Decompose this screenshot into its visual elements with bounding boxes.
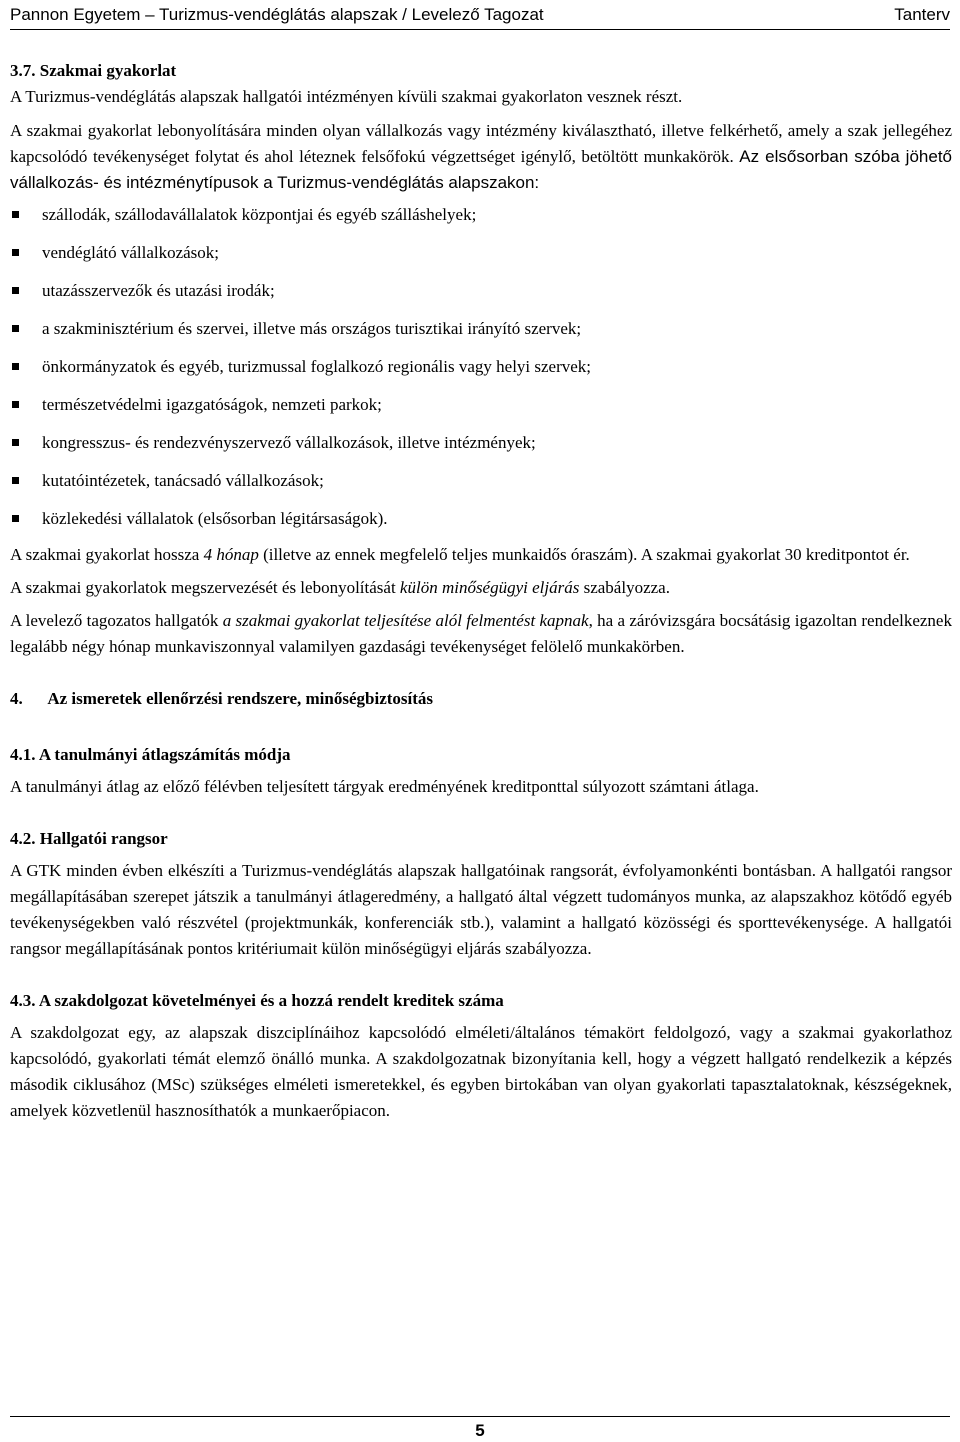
square-bullet-icon [12,515,19,522]
section-number: 4.2. [10,829,36,848]
list-item-text: kongresszus- és rendezvényszervező vállalkozások, illetve intézmények; [42,433,536,452]
paragraph-text: A levelező tagozatos hallgatók [10,611,223,630]
square-bullet-icon [12,401,19,408]
page-header [10,0,950,30]
list-item [10,272,952,310]
section-title: A szakdolgozat követelményei és a hozzá rendelt kreditek száma [38,991,504,1010]
paragraph: A szakdolgozat egy, az alapszak diszciplínáihoz kapcsolódó elméleti/általános témakört feldolgozó, vagy a szakmai gyakorlathoz kapcsolódó, gyakorlati témát elemző önálló munka. A szakdolgozatnak bizonyítania kell, hogy a végzett hallgató rendelkezik a képzés második ciklusához (MSc) szükséges elméleti ismeretekkel, és egyben birtokában van olyan gyakorlati tapasztalatoknak, készségeknek, amelyek közvetlenül hasznosíthatók a munkaerőpiacon. [10,1023,952,1120]
header-section-label: Tanterv [894,5,950,24]
paragraph [10,118,952,196]
list-item [10,500,952,538]
list-item-text: vendéglátó vállalkozások; [42,243,220,262]
section-number: 4.3. [10,991,36,1010]
list-item [10,234,952,272]
square-bullet-icon [12,211,19,218]
header-document-title: Pannon Egyetem – Turizmus-vendéglátás alapszak / Levelező Tagozat [10,5,544,24]
section-number: 4.1. [10,745,36,764]
list-item [10,348,952,386]
list-item-text: utazásszervezők és utazási irodák; [42,281,275,300]
section-heading-4 [10,686,952,712]
list-item-text: természetvédelmi igazgatóságok, nemzeti parkok; [42,395,382,414]
square-bullet-icon [12,249,19,256]
paragraph-text: , ha a záróvizsgára bocsátásig igazoltan rendelkeznek legalább négy hónap munkaviszonnyal valamilyen gazdasági tevékenységet felölelő munkakörben. [10,611,952,656]
list-item-text: közlekedési vállalatok (elsősorban légitársaságok). [42,509,388,528]
paragraph [10,542,952,568]
paragraph-text: (illetve az ennek megfelelő teljes munkaidős óraszám). A szakmai gyakorlat 30 kreditpontot ér. [258,545,910,564]
paragraph-text: szabályozza. [579,578,670,597]
section-number: 3.7. [10,61,36,80]
paragraph-text: A szakmai gyakorlatok megszervezését és lebonyolítását [10,578,400,597]
footer-divider [10,1416,950,1417]
page-number: 5 [475,1421,485,1440]
list-item [10,196,952,234]
list-item-text: a szakminisztérium és szervei, illetve más országos turisztikai irányító szervek; [42,319,582,338]
section-heading-4-2 [10,826,952,852]
document-body [10,58,952,1131]
emphasis-text: a szakmai gyakorlat teljesítése alól felmentést kapnak [222,611,589,630]
square-bullet-icon [12,325,19,332]
emphasis-text: 4 hónap [203,545,259,564]
list-item [10,424,952,462]
section-title: Hallgatói rangsor [39,829,168,848]
paragraph: A Turizmus-vendéglátás alapszak hallgatói intézményen kívüli szakmai gyakorlaton vesznek részt. [10,87,683,106]
list-item-text: kutatóintézetek, tanácsadó vállalkozások; [42,471,324,490]
square-bullet-icon [12,287,19,294]
section-heading-3-7 [10,58,952,84]
institution-type-list [10,196,952,538]
paragraph [10,575,952,601]
emphasis-text: külön minőségügyi eljárás [399,578,580,597]
paragraph [10,608,952,660]
section-heading-4-3 [10,988,952,1014]
list-item [10,462,952,500]
paragraph-text: A szakmai gyakorlat hossza [10,545,204,564]
paragraph-text: A szakmai gyakorlat lebonyolítására minden olyan vállalkozás vagy intézmény kiválasztható, illetve felkérhető, amely a szak jellegéhez kapcsolódó tevékenységet folytat és ahol léteznek felsőfokú végzettséget igénylő, betöltött munkakörök. [10,121,952,166]
paragraph: A GTK minden évben elkészíti a Turizmus-vendéglátás alapszak hallgatóinak rangsorát, évfolyamonkénti bontásban. A hallgatói rangsor megállapításában szerepet játszik a tanulmányi átlageredmény, a hallgató által végzett tudományos munka, az alapszakhoz kötődő egyéb tevékenységekben való részvétel (projektmunkák, konferenciák stb.), valamint a hallgató közösségi és sporttevékenysége. A hallgatói rangsor megállapításának pontos kritériumait külön minőségügyi eljárás szabályozza. [10,861,952,958]
square-bullet-icon [12,363,19,370]
list-item [10,310,952,348]
paragraph: A tanulmányi átlag az előző félévben teljesített tárgyak eredményének kreditponttal súlyozott számtani átlaga. [10,777,759,796]
section-title: A tanulmányi átlagszámítás módja [38,745,291,764]
section-title: Szakmai gyakorlat [39,61,177,80]
section-title: Az ismeretek ellenőrzési rendszere, minőségbiztosítás [47,689,434,708]
header-divider [10,29,950,30]
paragraph-text: Az elsősorban szóba jöhető vállalkozás- és intézménytípusok a Turizmus-vendéglátás alapszakon: [10,147,952,192]
section-number: 4. [10,689,23,708]
list-item-text: szállodák, szállodavállalatok központjai és egyéb szálláshelyek; [42,205,477,224]
square-bullet-icon [12,477,19,484]
list-item [10,386,952,424]
list-item-text: önkormányzatok és egyéb, turizmussal foglalkozó regionális vagy helyi szervek; [42,357,592,376]
section-heading-4-1 [10,742,952,768]
square-bullet-icon [12,439,19,446]
